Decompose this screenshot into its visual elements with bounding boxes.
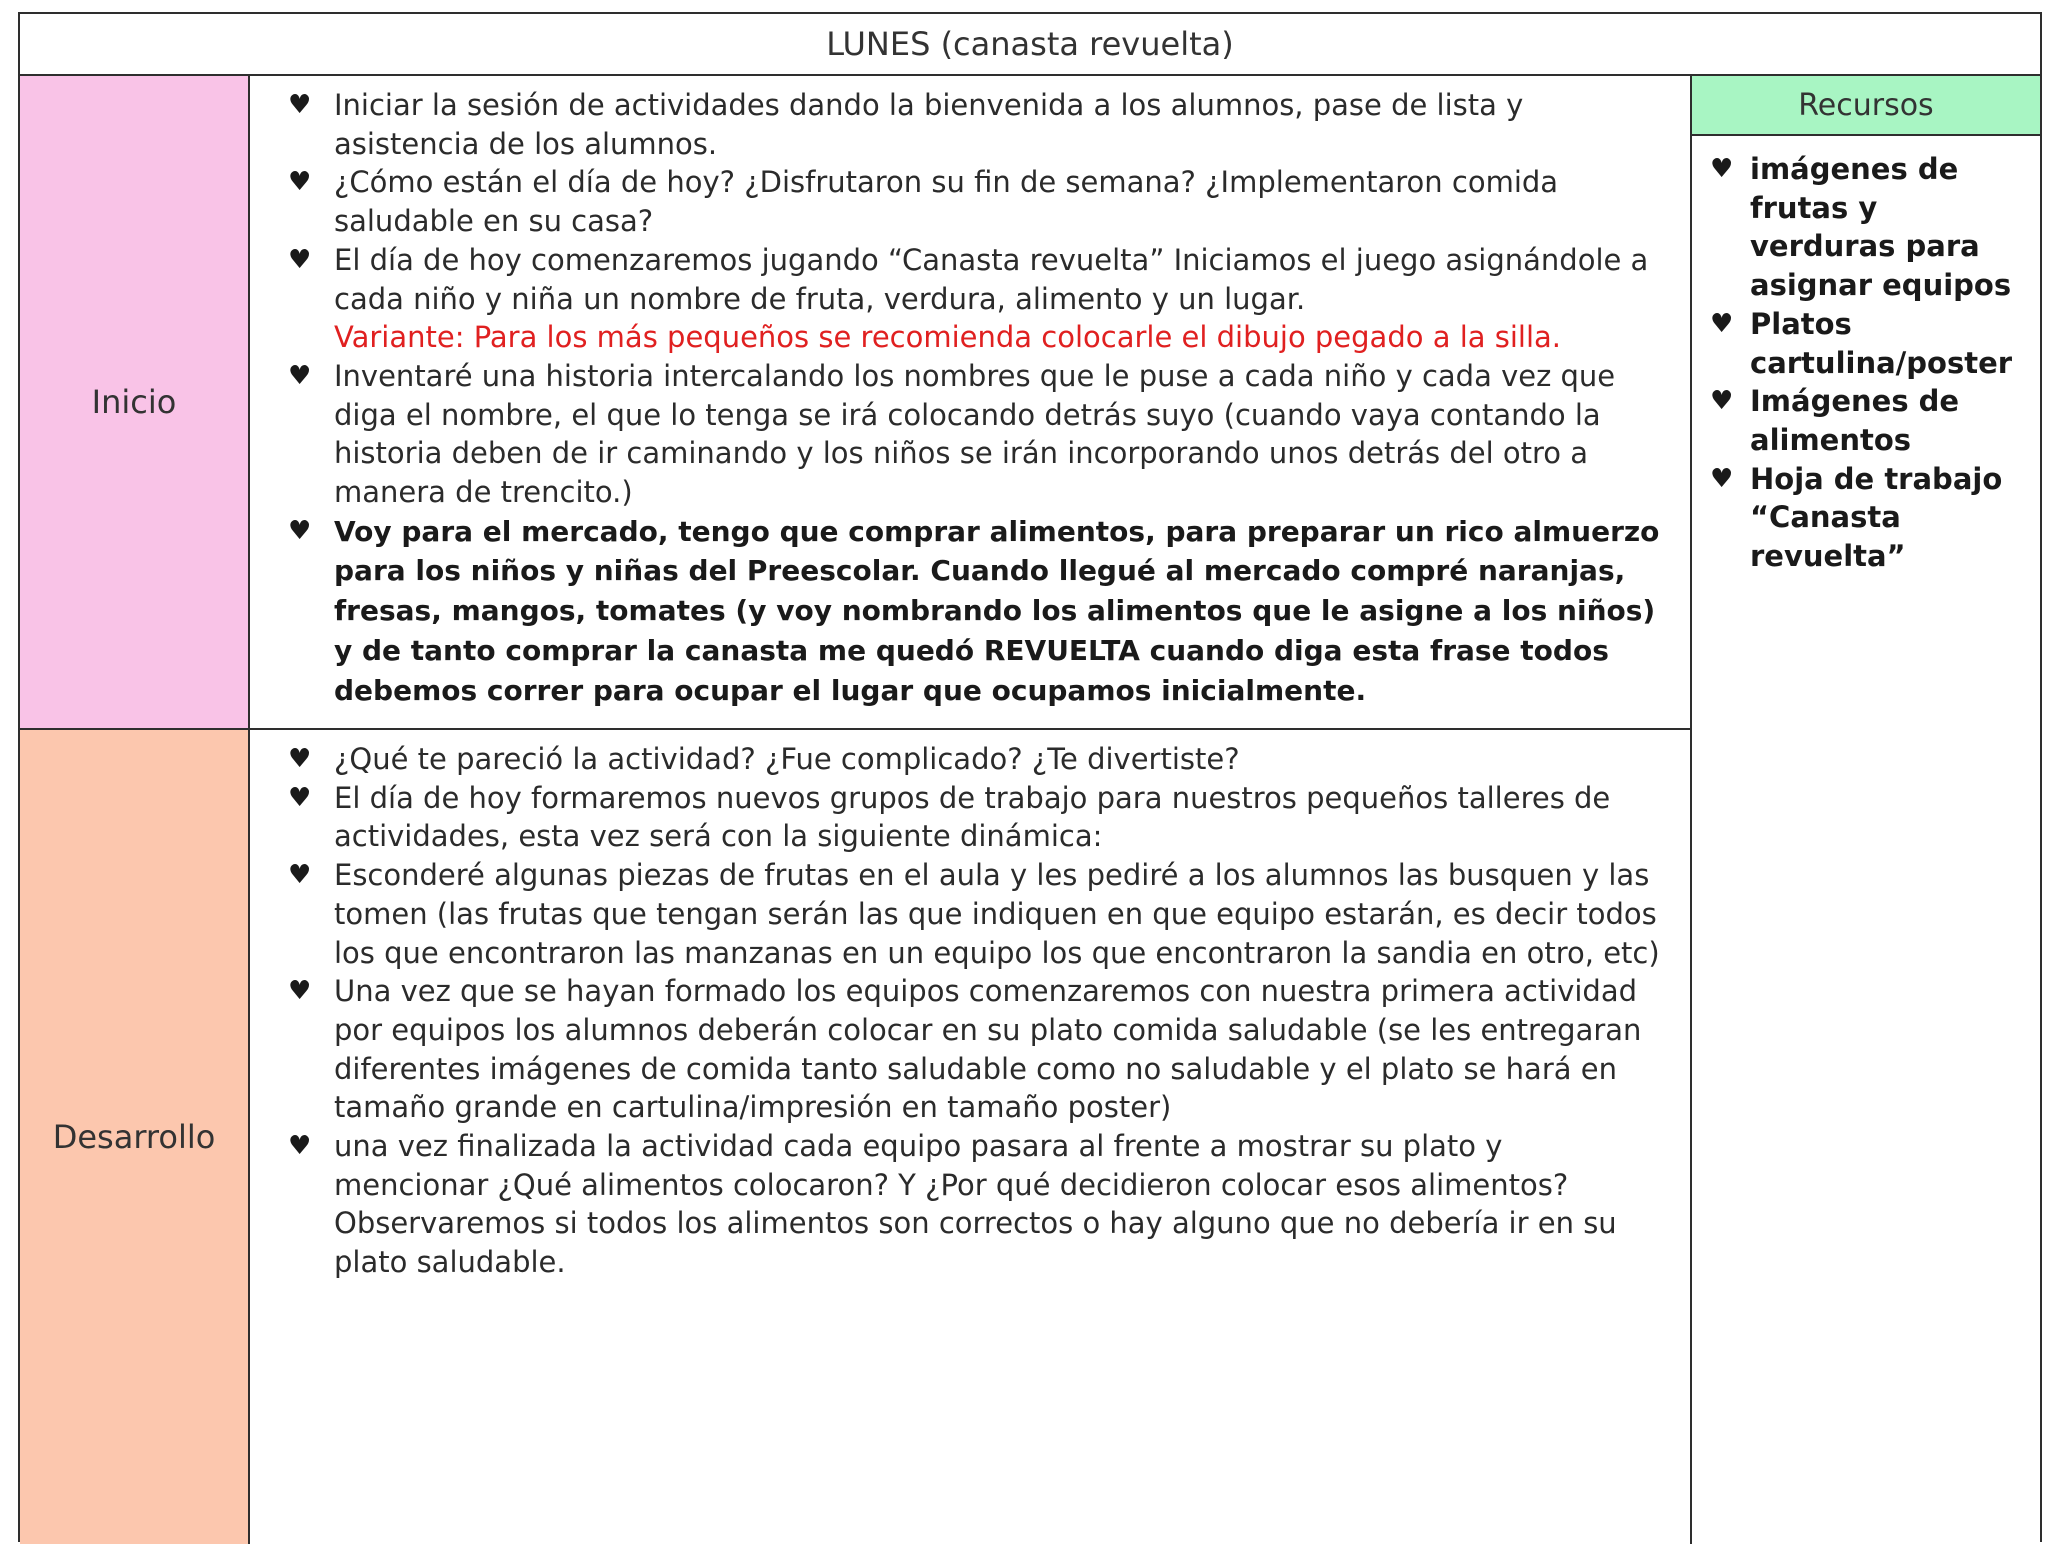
- list-item: ♥ ¿Qué te pareció la actividad? ¿Fue complicado? ¿Te divertiste?: [270, 740, 1660, 779]
- heart-icon: ♥: [1710, 386, 1734, 417]
- heart-icon: ♥: [288, 1131, 312, 1162]
- inicio-content: [250, 76, 1692, 730]
- list-item: ♥ Inventaré una historia intercalando los nombres que le puse a cada niño y cada vez que diga el nombre, el que lo tenga se irá colocando detrás suyo (cuando vaya contando la historia deben de ir caminando y los niños se irán incorporando unos detrás del otro a manera de trencito.): [288, 358, 1616, 510]
- list-item: ♥ una vez finalizada la actividad cada equipo pasara al frente a mostrar su plato y mencionar ¿Qué alimentos colocaron? Y ¿Por qué decidieron colocar esos alimentos? Observaremos si todos los alimentos son correctos o hay alguno que no debería ir en su plato saludable.: [288, 1129, 1617, 1280]
- list-item: ♥ El día de hoy formaremos nuevos grupos de trabajo para nuestros pequeños talleres de actividades, esta vez será con la siguiente dinámica:: [288, 780, 1611, 854]
- resources-list: [1692, 136, 2040, 576]
- inicio-label: Inicio: [20, 76, 250, 730]
- list-item: ♥ Platos cartulina/poster: [1710, 306, 2013, 380]
- heart-icon: ♥: [288, 744, 312, 774]
- resources-header: Recursos: [1692, 76, 2040, 136]
- heart-icon: ♥: [1710, 463, 1734, 494]
- list-item: ♥ Hoja de trabajo “Canasta revuelta”: [1710, 461, 2003, 574]
- list-item: ♥ Voy para el mercado, tengo que comprar alimentos, para preparar un rico almuerzo para los niños y niñas del Preescolar. Cuando llegué al mercado compré naranjas, fresas, mangos, tomates (y voy nombrando los alimentos que le asigne a los niños) y de tanto comprar la canasta me quedó REVUELTA cuando diga esta frase todos debemos correr para ocupar el lugar que ocupamos inicialmente.: [270, 512, 1660, 711]
- list-item: ♥ El día de hoy comenzaremos jugando “Canasta revuelta” Iniciamos el juego asignándole a cada niño y niña un nombre de fruta, verdura, alimento y un lugar. Variante: Para los más pequeños se recomienda colocarle el dibujo pegado a la silla.: [288, 242, 1649, 355]
- list-item: ♥ imágenes de frutas y verduras para asignar equipos: [1710, 152, 2012, 303]
- heart-icon: ♥: [1710, 154, 1734, 184]
- lesson-plan-table: [18, 12, 2042, 1542]
- desarrollo-label: Desarrollo: [20, 730, 250, 1544]
- desarrollo-list: [250, 730, 1690, 1282]
- desarrollo-content: [250, 730, 1692, 1544]
- heart-icon: ♥: [288, 244, 312, 275]
- resources-column: [1692, 76, 2040, 1544]
- page-title: LUNES (canasta revuelta): [20, 14, 2040, 76]
- heart-icon: ♥: [1710, 308, 1734, 339]
- heart-icon: ♥: [288, 90, 312, 120]
- heart-icon: ♥: [288, 976, 312, 1007]
- heart-icon: ♥: [288, 860, 312, 891]
- list-item: ♥ Imágenes de alimentos: [1710, 384, 1960, 457]
- list-item: ♥ Iniciar la sesión de actividades dando la bienvenida a los alumnos, pase de lista y asistencia de los alumnos.: [288, 88, 1524, 161]
- list-item: ♥ Esconderé algunas piezas de frutas en el aula y les pediré a los alumnos las busquen y las tomen (las frutas que tengan serán las que indiquen en que equipo estarán, es decir todos los que encontraron las manzanas en un equipo los que encontraron la sandia en otro, etc): [288, 858, 1660, 970]
- heart-icon: ♥: [288, 167, 312, 198]
- inicio-list: [250, 76, 1690, 710]
- heart-icon: ♥: [288, 360, 312, 391]
- list-item: ♥ ¿Cómo están el día de hoy? ¿Disfrutaron su fin de semana? ¿Implementaron comida saludable en su casa?: [288, 165, 1559, 239]
- heart-icon: ♥: [288, 782, 312, 813]
- heart-icon: ♥: [288, 515, 312, 546]
- list-item: ♥ Una vez que se hayan formado los equipos comenzaremos con nuestra primera actividad por equipos los alumnos deberán colocar en su plato comida saludable (se les entregaran diferentes imágenes de comida tanto saludable como no saludable y el plato se hará en tamaño grande en cartulina/impresión en tamaño poster): [288, 974, 1642, 1125]
- variant-note: Variante: Para los más pequeños se recomienda colocarle el dibujo pegado a la silla.: [334, 320, 1562, 355]
